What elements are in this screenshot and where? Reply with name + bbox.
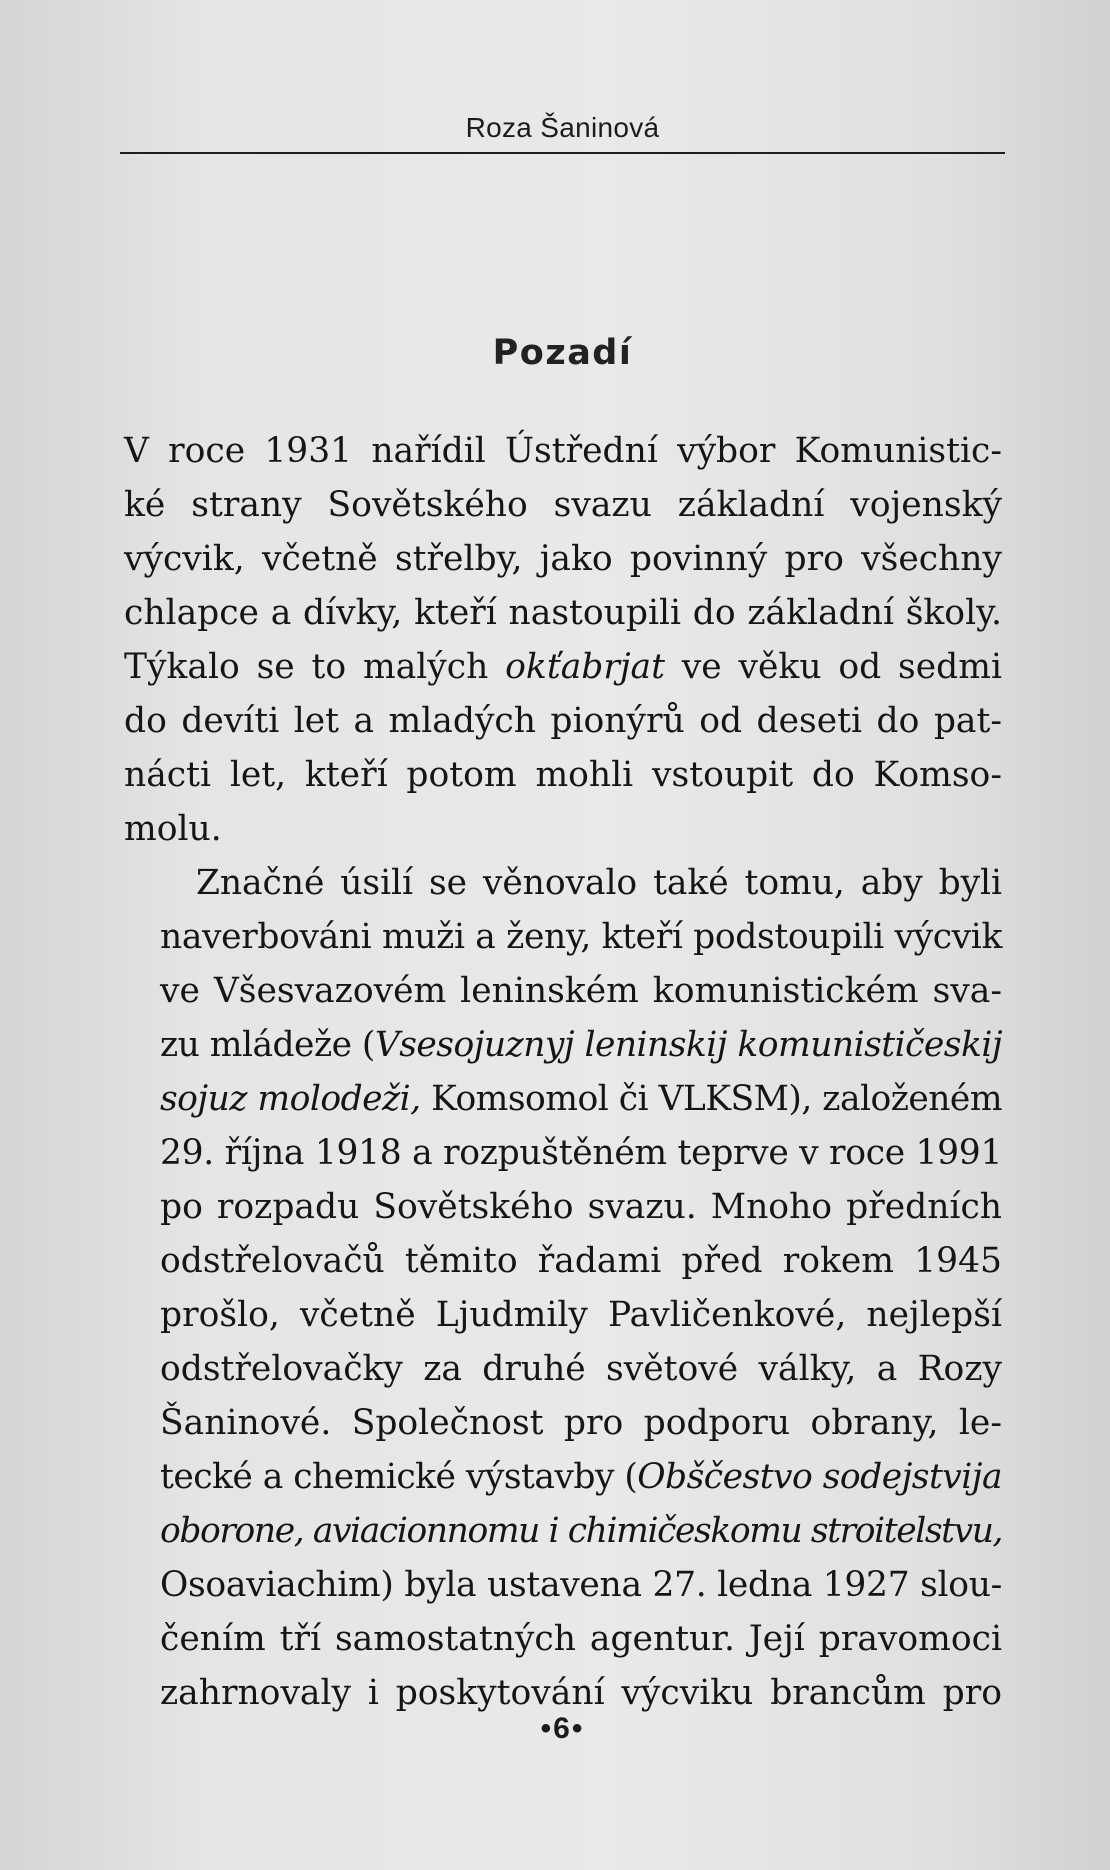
text-run: Komsomol či VLKSM), založeném bbox=[420, 1079, 1003, 1119]
text-run: tecké a chemické výstavby ( bbox=[160, 1457, 638, 1497]
chapter-title: Pozadí bbox=[492, 333, 633, 373]
text-line bbox=[124, 1612, 1002, 1666]
text-run: prošlo, včetně Ljudmily Pavličenkové, nejlepší bbox=[160, 1295, 1002, 1335]
text-line bbox=[124, 1234, 1002, 1288]
text-run: molu. bbox=[124, 809, 222, 849]
text-run: odstřelovačky za druhé světové války, a Rozy bbox=[160, 1349, 1002, 1389]
text-line bbox=[124, 1450, 1002, 1504]
text-run: Značné úsilí se věnovalo také tomu, aby byli bbox=[196, 863, 1002, 903]
text-run: nácti let, kteří potom mohli vstoupit do Komso- bbox=[124, 755, 1002, 795]
italic-term: okťabrjat bbox=[505, 647, 665, 687]
text-line bbox=[124, 748, 1002, 802]
text-line bbox=[124, 910, 1002, 964]
text-run: 29. října 1918 a rozpuštěném teprve v roce 1991 bbox=[160, 1133, 1003, 1173]
page-number: •6• bbox=[540, 1712, 585, 1745]
text-line bbox=[124, 640, 1002, 694]
text-line bbox=[124, 1126, 1002, 1180]
text-line bbox=[124, 424, 1002, 478]
running-head: Roza Šaninová bbox=[465, 112, 660, 143]
text-line bbox=[124, 856, 1002, 910]
text-run: Týkalo se to malých bbox=[124, 647, 506, 687]
text-run: zu mládeže ( bbox=[160, 1025, 375, 1065]
body-paragraph bbox=[124, 424, 1002, 856]
text-run: Šaninové. Společnost pro podporu obrany, le- bbox=[160, 1403, 1002, 1443]
text-run: do devíti let a mladých pionýrů od deseti do pat- bbox=[124, 701, 1002, 741]
text-run: ve Všesvazovém leninském komunistickém sva- bbox=[160, 971, 1002, 1011]
text-run: zahrnovaly i poskytování výcviku brancům pro bbox=[160, 1673, 1002, 1713]
italic-term: Obščestvo sodejstvija bbox=[637, 1457, 1003, 1497]
body-text bbox=[124, 424, 1002, 1720]
text-run: po rozpadu Sovětského svazu. Mnoho předních bbox=[160, 1187, 1002, 1227]
text-run: výcvik, včetně střelby, jako povinný pro všechny bbox=[124, 539, 1002, 579]
text-run: chlapce a dívky, kteří nastoupili do základní školy. bbox=[124, 593, 1002, 633]
text-line bbox=[124, 1342, 1002, 1396]
text-run: čením tří samostatných agentur. Její pravomoci bbox=[160, 1619, 1002, 1659]
text-line bbox=[124, 1288, 1002, 1342]
text-line bbox=[124, 1396, 1002, 1450]
text-line bbox=[124, 586, 1002, 640]
text-line bbox=[124, 802, 1002, 856]
text-line bbox=[124, 964, 1002, 1018]
text-run: ké strany Sovětského svazu základní vojenský bbox=[124, 485, 1002, 525]
body-paragraph bbox=[124, 856, 1002, 1720]
italic-term: oborone, aviacionnomu i chimičeskomu stroitelstvu, bbox=[160, 1511, 1003, 1551]
italic-term: sojuz molodeži, bbox=[160, 1079, 421, 1119]
text-line bbox=[124, 694, 1002, 748]
text-run: ve věku od sedmi bbox=[664, 647, 1002, 687]
text-line bbox=[124, 478, 1002, 532]
text-run: Osoaviachim) byla ustavena 27. ledna 1927 slou- bbox=[160, 1565, 1002, 1605]
italic-term: Vsesojuznyj leninskij komunističeskij bbox=[374, 1025, 1002, 1065]
text-line bbox=[124, 1504, 1002, 1558]
text-run: naverbováni muži a ženy, kteří podstoupili výcvik bbox=[160, 917, 1002, 957]
header-rule bbox=[120, 152, 1005, 154]
text-run: V roce 1931 nařídil Ústřední výbor Komunistic- bbox=[124, 431, 1002, 471]
text-line bbox=[124, 1180, 1002, 1234]
text-line bbox=[124, 1072, 1002, 1126]
text-run: odstřelovačů těmito řadami před rokem 1945 bbox=[160, 1241, 1002, 1281]
text-line bbox=[124, 532, 1002, 586]
text-line bbox=[124, 1558, 1002, 1612]
text-line bbox=[124, 1018, 1002, 1072]
